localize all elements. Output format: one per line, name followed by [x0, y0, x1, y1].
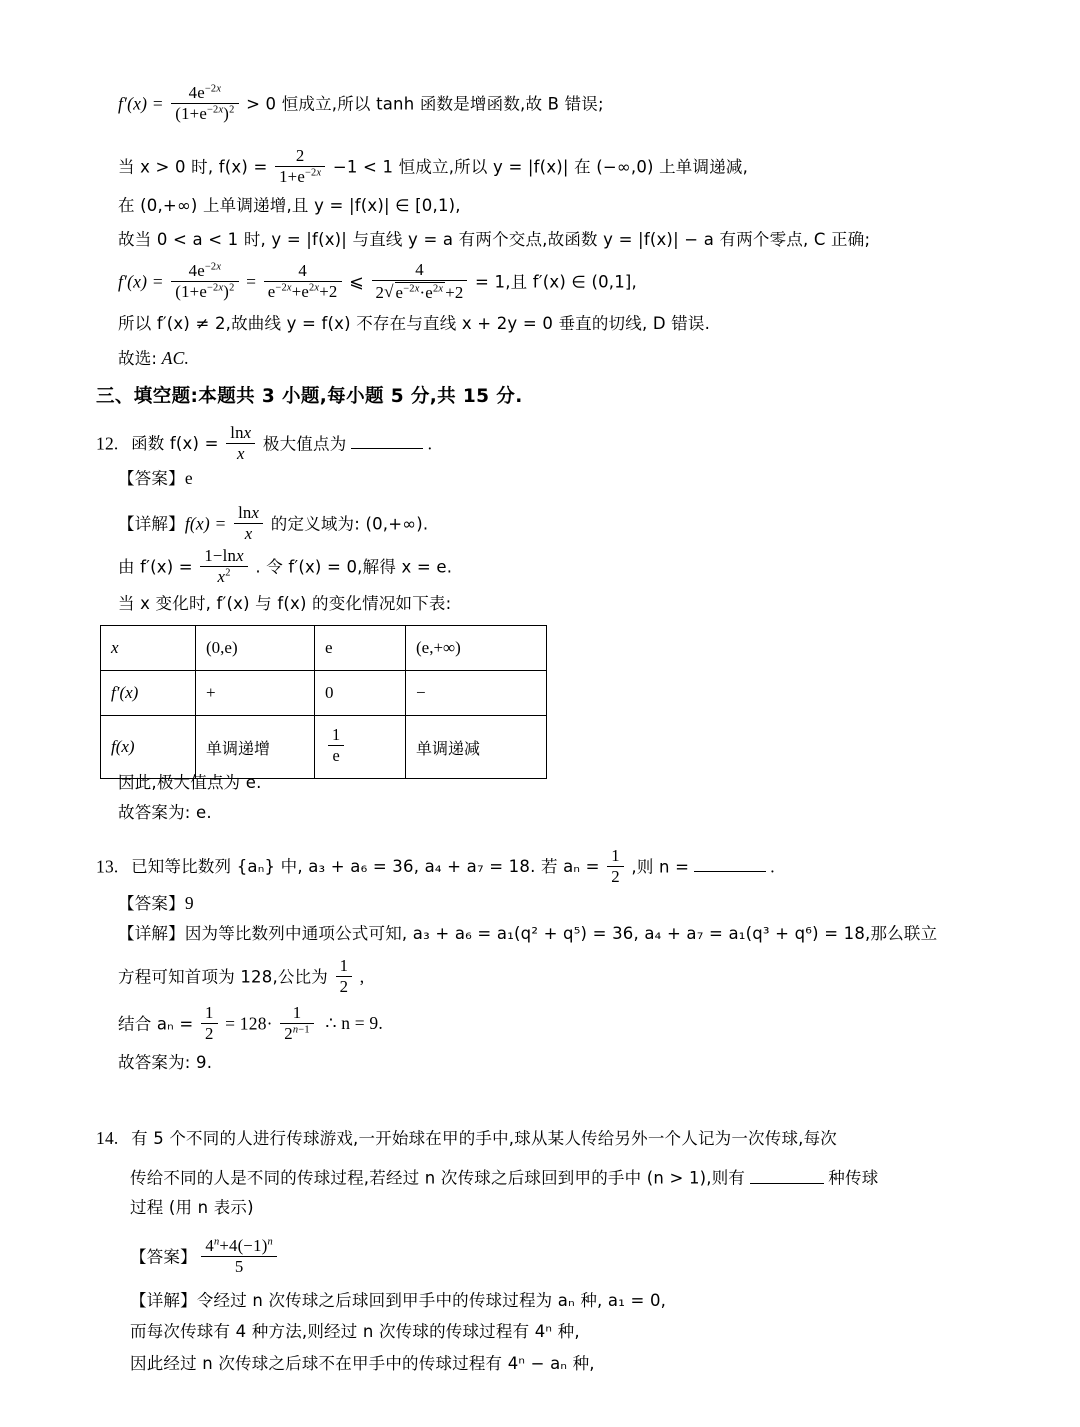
- explain-tail: ,: [359, 966, 365, 987]
- answer-tag: 【答案】: [118, 894, 185, 913]
- question-12-answer: [118, 470, 193, 488]
- question-13-conclusion: 故答案为: 9.: [118, 1053, 213, 1072]
- question-14-stem-line-1: [96, 1130, 837, 1148]
- question-13-explain-line-1: [118, 925, 937, 943]
- fraction-denominator: $(1+e^{-2x})^2$: [175, 282, 235, 302]
- solution-line-3: 在 (0,+∞) 上单调递增,且 y = |f(x)| ∈ [0,1),: [118, 196, 461, 215]
- fraction-amgm-bound: [372, 261, 468, 304]
- question-14-answer: [130, 1235, 280, 1279]
- explain-lead: f(x) =: [184, 513, 227, 534]
- table-cell-row0-col0: x: [101, 626, 196, 671]
- table-cell-row2-col2: [315, 716, 406, 779]
- question-12-conclusion-1: 因此,极大值点为 e.: [118, 773, 262, 792]
- question-12-answer-blank[interactable]: [351, 431, 423, 450]
- question-14-answer-blank[interactable]: [750, 1165, 824, 1184]
- leq-sign: ⩽: [349, 271, 364, 292]
- table-cell-row0-col1: (0,e): [196, 626, 315, 671]
- fraction-one-over-e: [328, 726, 344, 766]
- fraction-one-half: [607, 847, 624, 888]
- solution-final-choice: [118, 350, 189, 368]
- table-cell-row1-col3: −: [406, 671, 547, 716]
- question-12-explain-line-2: [118, 545, 453, 589]
- question-13-explain-line-3: [118, 1002, 383, 1046]
- question-14-number: 14.: [96, 1128, 119, 1148]
- fraction-numerator: 4: [264, 262, 342, 283]
- fraction-denominator: $e^{-2x}+e^{2x}+2$: [267, 282, 338, 302]
- fraction-numerator: 1: [607, 847, 624, 868]
- explain-lead: 方程可知首项为 128,公比为: [118, 967, 328, 987]
- fraction-lnx-over-x: [226, 424, 255, 465]
- fraction-sigmoid: [275, 147, 325, 188]
- question-13-answer-blank[interactable]: [694, 854, 766, 873]
- explain-body: 因为等比数列中通项公式可知, a₃ + a₆ = a₁(q² + q⁵) = 36, a₄ + a₇ = a₁(q³ + q⁶) = 18,那么联立: [184, 924, 938, 943]
- question-12-explain-line-1: [118, 502, 429, 546]
- solution-line-2: [118, 145, 749, 189]
- question-12-conclusion-2: 故答案为: e.: [118, 803, 212, 822]
- solution-line-5-tail: = 1,且 f′(x) ∈ (0,1],: [475, 272, 638, 292]
- solution-line-2-tail: −1 < 1 恒成立,所以 y = |f(x)| 在 (−∞,0) 上单调递减,: [332, 157, 749, 177]
- question-14-explain-line-2: 而每次传球有 4 种方法,则经过 n 次传球的传球过程有 4ⁿ 种,: [130, 1322, 580, 1341]
- question-14-explain-line-1: [130, 1292, 666, 1310]
- fraction-lnx-over-x: [234, 504, 263, 545]
- fraction-denominator: x: [236, 444, 245, 464]
- question-13-answer: [118, 895, 194, 913]
- fraction-numerator: $4e^{-2x}$: [171, 262, 238, 283]
- fraction-numerator: 2: [275, 147, 325, 168]
- explain-mid: = 128·: [225, 1013, 273, 1034]
- fraction-one-over-2-pow: [280, 1004, 313, 1045]
- question-13-explain-line-2: [118, 955, 365, 999]
- question-12-stem: [96, 422, 433, 466]
- fraction-numerator: 1: [201, 1004, 218, 1025]
- fraction-numerator: 4: [372, 261, 468, 282]
- question-14-stem-text: 有 5 个不同的人进行传球游戏,一开始球在甲的手中,球从某人传给另外一个人记为一次传球,每次: [131, 1129, 837, 1148]
- fraction-denominator: $2^{n-1}$: [284, 1024, 310, 1044]
- fraction-denominator: $x^2$: [217, 567, 231, 587]
- question-13-stem: [96, 845, 775, 889]
- sqrt-icon: √ $e^{-2x}\cdot e^{2x}$: [384, 282, 445, 303]
- table-cell-row1-col2: 0: [315, 671, 406, 716]
- fraction-numerator: 1: [336, 957, 353, 978]
- explain-tag: 【详解】: [130, 1291, 197, 1310]
- table-cell-row1-col0: f′(x): [101, 671, 196, 716]
- table-cell-row0-col3: (e,+∞): [406, 626, 547, 671]
- fraction-denominator: 2: [204, 1024, 214, 1044]
- question-13-number: 13.: [96, 856, 119, 877]
- fraction-common-ratio: [336, 957, 353, 998]
- question-14-stem-line-3: 过程 (用 n 表示): [130, 1198, 254, 1217]
- table-cell-row2-col0: f(x): [101, 716, 196, 779]
- explain-body: 令经过 n 次传球之后球回到甲手中的传球过程为 aₙ 种, a₁ = 0,: [196, 1291, 667, 1310]
- solution-line-1: [118, 82, 604, 126]
- fraction-simplified: [264, 262, 342, 303]
- solution-line-1-lead: f′(x) =: [118, 93, 164, 114]
- fraction-denominator: e: [332, 746, 340, 766]
- fraction-denominator: 5: [234, 1257, 244, 1277]
- solution-line-1-tail: > 0 恒成立,所以 tanh 函数是增函数,故 B 错误;: [246, 94, 604, 114]
- question-12-number: 12.: [96, 433, 119, 454]
- solution-line-5: [118, 259, 638, 305]
- solution-line-5-lead: f′(x) =: [118, 271, 164, 292]
- table-cell-row1-col1: +: [196, 671, 315, 716]
- variation-table: [100, 625, 547, 779]
- fraction-numerator: lnx: [234, 504, 263, 525]
- table-cell-row0-col2: e: [315, 626, 406, 671]
- question-14-stem-line-2: [130, 1165, 878, 1187]
- fraction-numerator: 1: [280, 1004, 313, 1025]
- section-heading-fill-in-blank: 三、填空题:本题共 3 小题,每小题 5 分,共 15 分.: [96, 386, 523, 407]
- table-row: [101, 716, 547, 779]
- question-12-explain-line-3: 当 x 变化时, f′(x) 与 f(x) 的变化情况如下表:: [118, 594, 452, 613]
- question-13-stem-tail: ,则 n =: [631, 857, 690, 877]
- explain-lead: 结合 aₙ =: [118, 1014, 194, 1034]
- question-12-stem-lead: 函数 f(x) =: [131, 434, 219, 454]
- question-13-stem-lead: 已知等比数列 {aₙ} 中, a₃ + a₆ = 36, a₄ + a₇ = 18. 若 aₙ =: [131, 857, 600, 877]
- fraction-denominator: 2: [611, 867, 620, 887]
- fraction-denominator: x: [244, 524, 253, 544]
- explain-tail: 的定义域为: (0,+∞).: [270, 514, 429, 534]
- explain-tag: 【详解】: [118, 924, 185, 943]
- fraction-numerator: $4e^{-2x}$: [171, 84, 238, 105]
- fraction-denominator: 2: [339, 977, 349, 997]
- answer-tag: 【答案】: [118, 469, 185, 488]
- fraction-denominator: $1+e^{-2x}$: [279, 167, 322, 187]
- equals-sign-1: =: [246, 271, 257, 292]
- fraction-numerator: lnx: [226, 424, 255, 445]
- question-14-explain-line-3: 因此经过 n 次传球之后球不在甲手中的传球过程有 4ⁿ − aₙ 种,: [130, 1354, 595, 1373]
- fraction-numerator: $4^n+4(-1)^n$: [201, 1237, 277, 1258]
- question-13-stem-end: .: [770, 856, 775, 877]
- solution-line-2-lead: 当 x > 0 时, f(x) =: [118, 157, 268, 177]
- table-cell-row2-col1: 单调递增: [196, 716, 315, 779]
- question-14-stem-text-cont: 种传球: [828, 1168, 879, 1188]
- fraction-numerator: 1−lnx: [200, 547, 247, 568]
- solution-line-4: 故当 0 < a < 1 时, y = |f(x)| 与直线 y = a 有两个交点,故函数 y = |f(x)| − a 有两个零点, C 正确;: [118, 230, 871, 249]
- question-12-answer-value: e: [184, 468, 193, 488]
- question-12-stem-tail: 极大值点为: [262, 434, 347, 454]
- answer-tag: 【答案】: [130, 1247, 197, 1267]
- final-choice-label: 故选:: [118, 349, 158, 368]
- fraction-answer-14: [201, 1237, 277, 1278]
- question-13-answer-value: 9: [184, 893, 194, 913]
- table-row: [101, 626, 547, 671]
- explain-lead: 由 f′(x) =: [118, 557, 193, 577]
- question-12-stem-end: .: [427, 433, 433, 454]
- fraction-derivative-1: [171, 84, 238, 125]
- explain-tag: 【详解】: [118, 514, 185, 534]
- fraction-denominator: 2 √ $e^{-2x}\cdot e^{2x} +2$: [372, 281, 468, 303]
- table-row: [101, 671, 547, 716]
- fraction-numerator: 1: [328, 726, 344, 746]
- solution-line-6: 所以 f′(x) ≠ 2,故曲线 y = f(x) 不存在与直线 x + 2y = 0 垂直的切线, D 错误.: [118, 314, 711, 333]
- final-choice-value: AC.: [161, 348, 190, 368]
- question-14-stem-text: 传给不同的人是不同的传球过程,若经过 n 次传球之后球回到甲的手中 (n > 1),则有: [130, 1168, 746, 1188]
- table-cell-row2-col3: 单调递减: [406, 716, 547, 779]
- fraction-derivative-lnx: [200, 547, 247, 588]
- explain-tail: ∴ n = 9.: [325, 1013, 383, 1034]
- fraction-denominator: $(1+e^{-2x})^2$: [175, 104, 235, 124]
- fraction-one-half: [201, 1004, 218, 1045]
- fraction-derivative-2: [171, 262, 238, 303]
- explain-tail: . 令 f′(x) = 0,解得 x = e.: [255, 557, 453, 577]
